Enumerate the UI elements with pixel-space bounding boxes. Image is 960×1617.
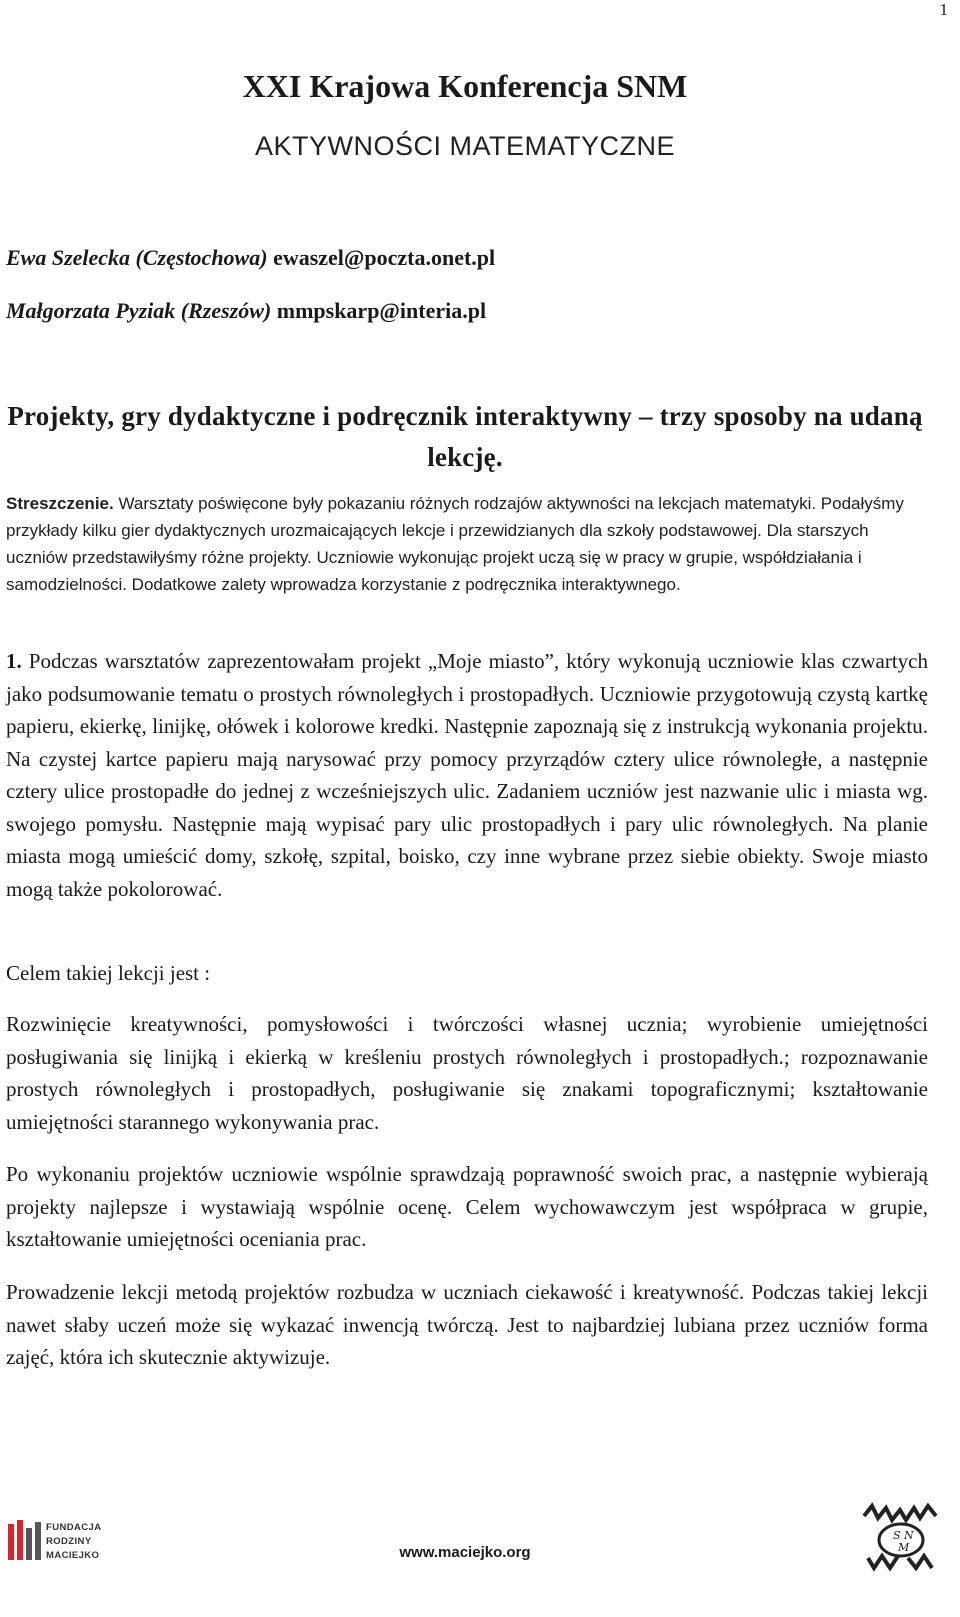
paragraph-1 (6, 645, 928, 905)
abstract-label: Streszczenie. (6, 494, 114, 513)
logo-text-line: MACIEJKO (46, 1550, 100, 1561)
conference-title: XXI Krajowa Konferencja SNM (242, 68, 688, 104)
paper-title: Projekty, gry dydaktyczne i podręcznik interaktywny – trzy sposoby na udaną lekcję. (7, 401, 923, 472)
snm-logo (860, 1502, 942, 1572)
logo-text-line: FUNDACJA (46, 1522, 102, 1533)
author-email: ewaszel@poczta.onet.pl (273, 245, 496, 270)
author-line-2 (6, 298, 486, 324)
paragraph-4: Po wykonaniu projektów uczniowie wspólnie sprawdzają poprawność swoich prac, a następnie wybierają projekty najlepsze i wystawiają wspólnie ocenę. Celem wychowawczym jest współpraca w grupie, kształtowanie umiejętności oceniania prac. (6, 1162, 928, 1251)
logo-zigzag (908, 1556, 932, 1568)
paragraph-5: Prowadzenie lekcji metodą projektów rozbudza w uczniach ciekawość i kreatywność. Podczas takiej lekcji nawet słaby uczeń może się wykazać inwencją twórczą. Jest to najbardziej lubiana przez uczniów forma zajęć, która ich skutecznie aktywizuje. (6, 1280, 928, 1369)
author-email: mmpskarp@interia.pl (276, 298, 487, 323)
logo-text-line: RODZINY (46, 1536, 92, 1547)
paragraph-3: Rozwinięcie kreatywności, pomysłowości i twórczości własnej ucznia; wyrobienie umiejętności posługiwania się linijką i ekierką w kreśleniu prostych równoległych i prostopadłych.; rozpoznawanie prostych równoległych i prostopadłych, posługiwanie się znakami topograficznymi; kształtowanie umiejętności starannego wykonywania prac. (6, 1012, 928, 1134)
author-line-1 (6, 245, 495, 271)
page-number: 1 (939, 0, 948, 19)
paragraph-1-text: Podczas warsztatów zaprezentowałam projekt „Moje miasto”, który wykonują uczniowie klas czwartych jako podsumowanie tematu o prostych równoległych i prostopadłych. Uczniowie przygotowują czystą kartkę papieru, ekierkę, linijkę, ołówek i kolorowe kredki. Następnie zapoznają się z instrukcją wykonania projektu. Na czystej kartce papieru mają narysować przy pomocy przyrządów cztery ulice równoległe, a następnie cztery ulice prostopadłe do jednej z wcześniejszych ulic. Zadaniem uczniów jest nazwanie ulic i miasta wg. swojego pomysłu. Następnie mają wypisać pary ulic prostopadłych i pary ulic równoległych. Na planie miasta mogą umieścić domy, szkołę, szpital, boisko, czy inne wybrane przez siebie obiekty. Swoje miasto mogą także pokolorować. (6, 649, 928, 901)
conference-subtitle: AKTYWNOŚCI MATEMATYCZNE (254, 131, 675, 161)
author-name: Małgorzata Pyziak (Rzeszów) (6, 298, 272, 323)
logo-letter: N (904, 1529, 914, 1542)
author-name: Ewa Szelecka (Częstochowa) (6, 245, 268, 270)
footer-website-link[interactable]: www.maciejko.org (399, 1544, 531, 1561)
logo-letter: S (893, 1529, 901, 1542)
logo-zigzag (864, 1506, 936, 1520)
abstract (6, 490, 924, 598)
logo-letter: M (898, 1541, 910, 1554)
logo-zigzag (868, 1556, 898, 1568)
paragraph-2: Celem takiej lekcji jest : (6, 961, 211, 985)
paragraph-number: 1. (6, 649, 22, 673)
abstract-text: Warsztaty poświęcone były pokazaniu różnych rodzajów aktywności na lekcjach matematyki. Podałyśmy przykłady kilku gier dydaktycznych urozmaicających lekcje i przewidzianych dla szkoły podstawowej. Dla starszych uczniów przedstawiłyśmy różne projekty. Uczniowie wykonując projekt uczą się w pracy w grupie, współdziałania i samodzielności. Dodatkowe zalety wprowadza korzystanie z podręcznika interaktywnego. (6, 494, 904, 594)
